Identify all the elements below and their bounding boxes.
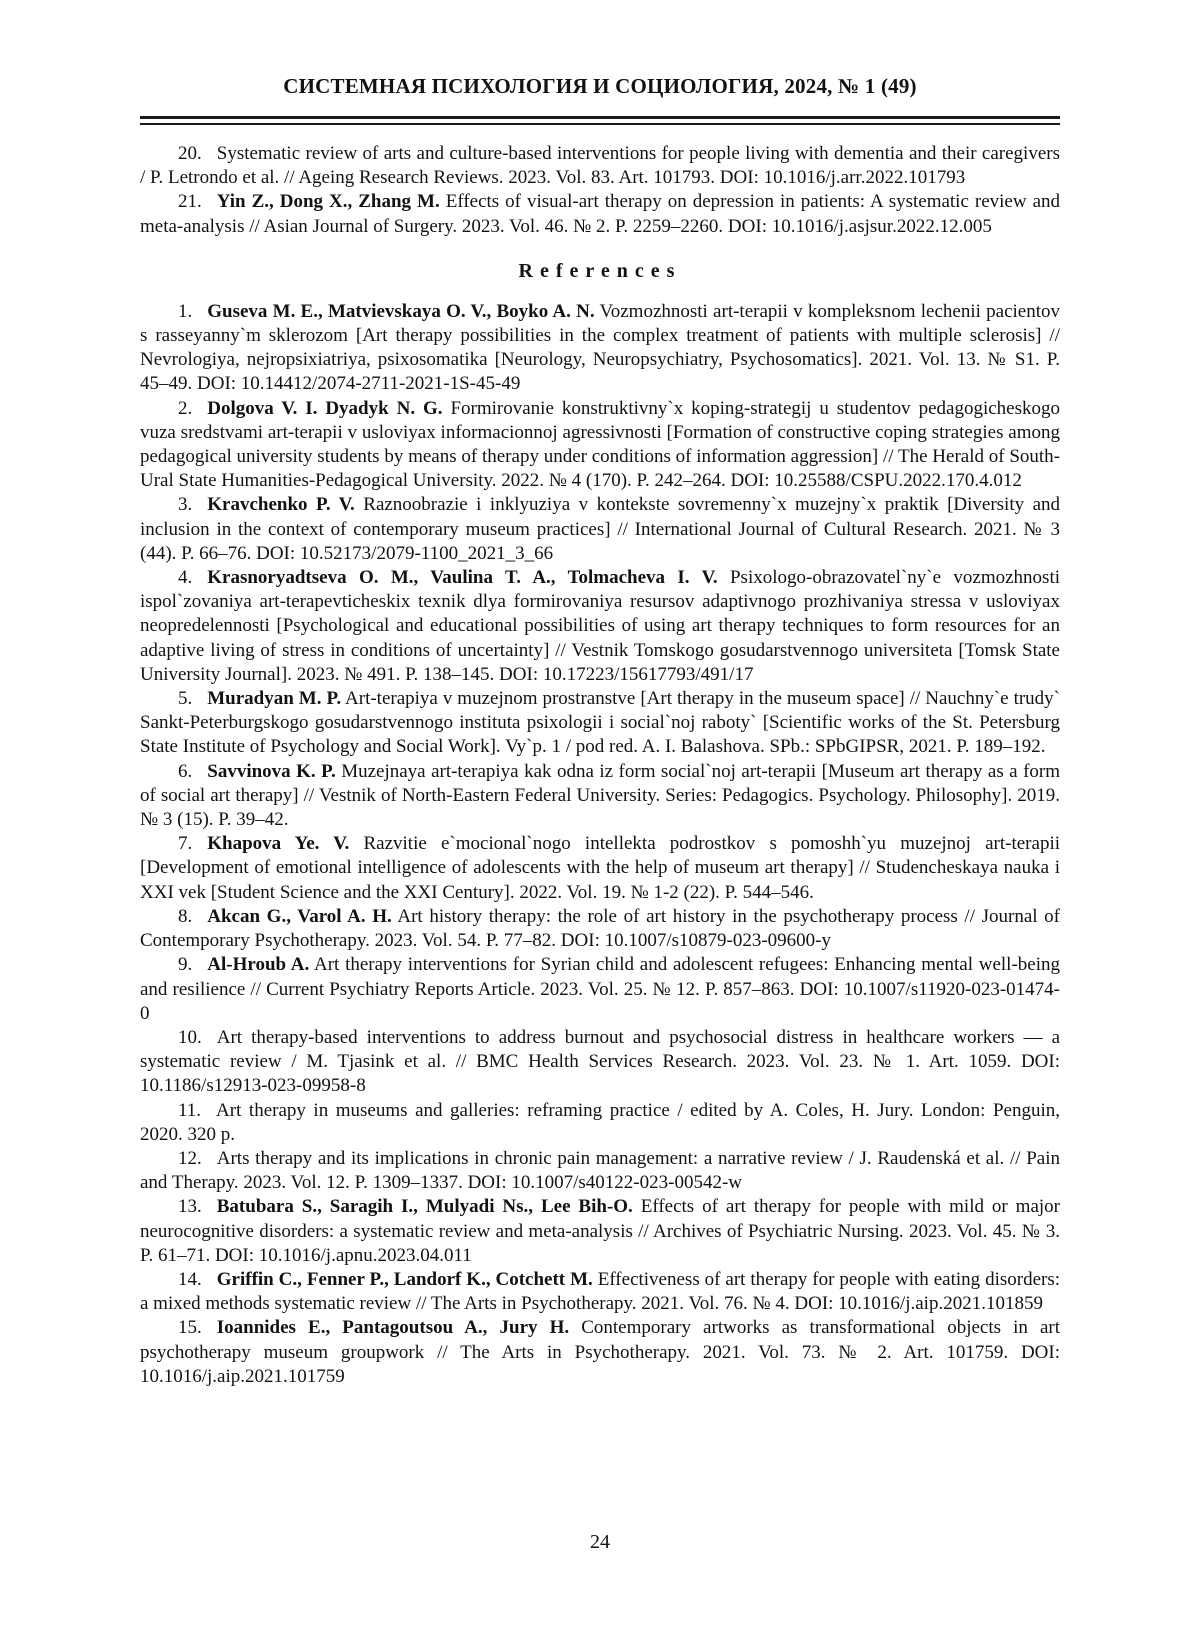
reference-item bbox=[140, 1147, 1060, 1195]
reference-authors: Guseva M. E., Matvievskaya O. V., Boyko A. N. bbox=[207, 300, 595, 322]
reference-number: 1. bbox=[178, 300, 193, 322]
page-content bbox=[140, 0, 1060, 1389]
reference-number: 5. bbox=[178, 688, 193, 710]
reference-authors: Dolgova V. I. Dyadyk N. G. bbox=[207, 397, 443, 419]
reference-number: 12. bbox=[178, 1147, 202, 1169]
reference-text: Art-terapiya v muzejnom prostranstve [Art therapy in the museum space] // Nauchny`e trudy` Sankt-Peterburgskogo gosudarstvennogo instituta psixologii i social`noj raboty` [Scientific works of the St. Petersburg State Institute of Psychology and Social Work]. Vy`p. 1 / pod red. A. I. Balashova. SPb.: SPbGIPSR, 2021. P. 189–192. bbox=[140, 688, 1060, 758]
reference-item bbox=[140, 142, 1060, 190]
reference-number: 11. bbox=[178, 1099, 202, 1121]
reference-item bbox=[140, 953, 1060, 1026]
reference-item bbox=[140, 1099, 1060, 1147]
references-list bbox=[140, 300, 1060, 1389]
reference-number: 14. bbox=[178, 1268, 202, 1290]
reference-number: 9. bbox=[178, 954, 193, 976]
reference-number: 2. bbox=[178, 397, 193, 419]
reference-authors: Yin Z., Dong X., Zhang M. bbox=[216, 191, 440, 213]
reference-text: Arts therapy and its implications in chronic pain management: a narrative review / J. Raudenská et al. // Pain and Therapy. 2023. Vol. 12. P. 1309–1337. DOI: 10.1007/s40122-023-00542-w bbox=[140, 1147, 1060, 1194]
reference-authors: Batubara S., Saragih I., Mulyadi Ns., Lee Bih-O. bbox=[216, 1196, 633, 1218]
reference-text: Razvitie e`mocional`nogo intellekta podrostkov s pomoshh`yu muzejnoj art-terapii [Development of emotional intelligence of adolescents with the help of museum art therapy] // Studencheskaya nauka i XXI vek [Student Science and the XXI Century]. 2022. Vol. 19. № 1-2 (22). P. 544–546. bbox=[140, 833, 1061, 903]
reference-item bbox=[140, 760, 1060, 833]
reference-text: Vozmozhnosti art-terapii v kompleksnom lechenii pacientov s rasseyanny`m sklerozom [Art therapy possibilities in the complex treatment of patients with multiple sclerosis] // Nevrologiya, nejropsixiatriya, psixosomatika [Neurology, Neuropsychiatry, Psychosomatics]. 2021. Vol. 13. № S1. P. 45–49. DOI: 10.14412/2074-2711-2021-1S-45-49 bbox=[140, 300, 1060, 395]
reference-number: 21. bbox=[178, 191, 202, 213]
reference-text: Raznoobrazie i inklyuziya v kontekste sovremenny`x muzejny`x praktik [Diversity and inclusion in the context of contemporary museum practices] // International Journal of Cultural Research. 2021. № 3 (44). P. 66–76. DOI: 10.52173/2079-1100_2021_3_66 bbox=[140, 494, 1061, 564]
reference-number: 6. bbox=[178, 760, 193, 782]
reference-text: Art history therapy: the role of art history in the psychotherapy process // Journal of Contemporary Psychotherapy. 2023. Vol. 54. P. 77–82. DOI: 10.1007/s10879-023-09600-y bbox=[140, 905, 1061, 952]
reference-item bbox=[140, 1026, 1060, 1099]
reference-number: 20. bbox=[178, 143, 202, 164]
reference-number: 4. bbox=[178, 567, 193, 589]
reference-authors: Savvinova K. P. bbox=[207, 760, 336, 782]
references-heading: References bbox=[518, 259, 682, 282]
reference-item bbox=[140, 300, 1060, 397]
reference-number: 15. bbox=[178, 1317, 202, 1339]
reference-item bbox=[140, 566, 1060, 687]
reference-text: Effects of visual-art therapy on depression in patients: A systematic review and meta-analysis // Asian Journal of Surgery. 2023. Vol. 46. № 2. P. 2259–2260. DOI: 10.1016/j.asjsur.2022.12.005 bbox=[140, 191, 1060, 237]
reference-item bbox=[140, 1268, 1060, 1316]
reference-authors: Khapova Ye. V. bbox=[207, 833, 350, 855]
reference-authors: Krasnoryadtseva O. M., Vaulina T. A., Tolmacheva I. V. bbox=[207, 567, 718, 589]
reference-text: Psixologo-obrazovatel`ny`e vozmozhnosti ispol`zovaniya art-terapevticheskix texnik dlya formirovaniya resursov adaptivnogo prozhivaniya stressa v usloviyax neopredelennosti [Psychological and educational possibilities of using art therapy techniques to form resources for an adaptive living of stress in conditions of uncertainty] // Vestnik Tomskogo gosudarstvennogo universiteta [Tomsk State University Journal]. 2023. № 491. P. 138–145. DOI: 10.17223/15617793/491/17 bbox=[140, 567, 1061, 685]
reference-authors: Kravchenko P. V. bbox=[207, 494, 355, 516]
reference-item bbox=[140, 1316, 1060, 1389]
reference-text: Muzejnaya art-terapiya kak odna iz form social`noj art-terapii [Museum art therapy as a form of social art therapy] // Vestnik of North-Eastern Federal University. Series: Pedagogics. Psychology. Philosophy]. 2019. № 3 (15). P. 39–42. bbox=[140, 760, 1061, 831]
reference-number: 7. bbox=[178, 833, 193, 855]
reference-text: Contemporary artworks as transformational objects in art psychotherapy museum groupwork // The Arts in Psychotherapy. 2021. Vol. 73. № 2. Art. 101759. DOI: 10.1016/j.aip.2021.101759 bbox=[140, 1317, 1061, 1387]
reference-authors: Griffin C., Fenner P., Landorf K., Cotchett M. bbox=[216, 1268, 593, 1290]
reference-authors: Al-Hroub A. bbox=[207, 954, 310, 976]
reference-authors: Muradyan M. P. bbox=[207, 688, 342, 710]
reference-item bbox=[140, 832, 1060, 905]
reference-text: Effects of art therapy for people with mild or major neurocognitive disorders: a systematic review and meta-analysis // Archives of Psychiatric Nursing. 2023. Vol. 45. № 3. P. 61–71. DOI: 10.1016/j.apnu.2023.04.011 bbox=[140, 1196, 1061, 1266]
reference-item bbox=[140, 687, 1060, 760]
reference-text: Art therapy in museums and galleries: reframing practice / edited by A. Coles, H. Jury. London: Penguin, 2020. 320 p. bbox=[140, 1099, 1060, 1145]
reference-authors: Akcan G., Varol A. H. bbox=[207, 905, 392, 927]
journal-running-title: СИСТЕМНАЯ ПСИХОЛОГИЯ И СОЦИОЛОГИЯ, 2024, № 1 (49) bbox=[283, 74, 917, 98]
bibliography-continued bbox=[140, 142, 1060, 239]
reference-item bbox=[140, 1195, 1060, 1268]
reference-text: Art therapy-based interventions to address burnout and psychosocial distress in healthcare workers — a systematic review / M. Tjasink et al. // BMC Health Services Research. 2023. Vol. 23. № 1. Art. 1059. DOI: 10.1186/s12913-023-09958-8 bbox=[140, 1026, 1060, 1097]
page-number: 24 bbox=[590, 1531, 610, 1553]
reference-number: 8. bbox=[178, 905, 193, 927]
reference-number: 3. bbox=[178, 494, 193, 516]
reference-text: Effectiveness of art therapy for people with eating disorders: a mixed methods systematic review // The Arts in Psychotherapy. 2021. Vol. 76. № 4. DOI: 10.1016/j.aip.2021.101859 bbox=[140, 1268, 1061, 1315]
reference-number: 13. bbox=[178, 1196, 202, 1218]
reference-number: 10. bbox=[178, 1026, 202, 1048]
header-rule bbox=[140, 116, 1060, 125]
reference-item bbox=[140, 190, 1060, 238]
reference-authors: Ioannides E., Pantagoutsou A., Jury H. bbox=[216, 1317, 570, 1339]
reference-item bbox=[140, 397, 1060, 494]
reference-item bbox=[140, 905, 1060, 953]
reference-text: Formirovanie konstruktivny`x koping-strategij u studentov pedagogicheskogo vuza sredstvami art-terapii v usloviyax informacionnoj agressivnosti [Formation of constructive coping strategies among pedagogical university students by means of therapy under conditions of information aggression] // The Herald of South-Ural State Humanities-Pedagogical University. 2022. № 4 (170). P. 242–264. DOI: 10.25588/CSPU.2022.170.4.012 bbox=[140, 397, 1060, 492]
reference-text: Art therapy interventions for Syrian child and adolescent refugees: Enhancing mental well-being and resilience // Current Psychiatry Reports Article. 2023. Vol. 25. № 12. P. 857–863. DOI: 10.1007/s11920-023-01474-0 bbox=[140, 954, 1061, 1024]
reference-text: Systematic review of arts and culture-based interventions for people living with dementia and their caregivers / P. Letrondo et al. // Ageing Research Reviews. 2023. Vol. 83. Art. 101793. DOI: 10.1016/j.arr.2022.101793 bbox=[140, 143, 1060, 189]
reference-item bbox=[140, 493, 1060, 566]
